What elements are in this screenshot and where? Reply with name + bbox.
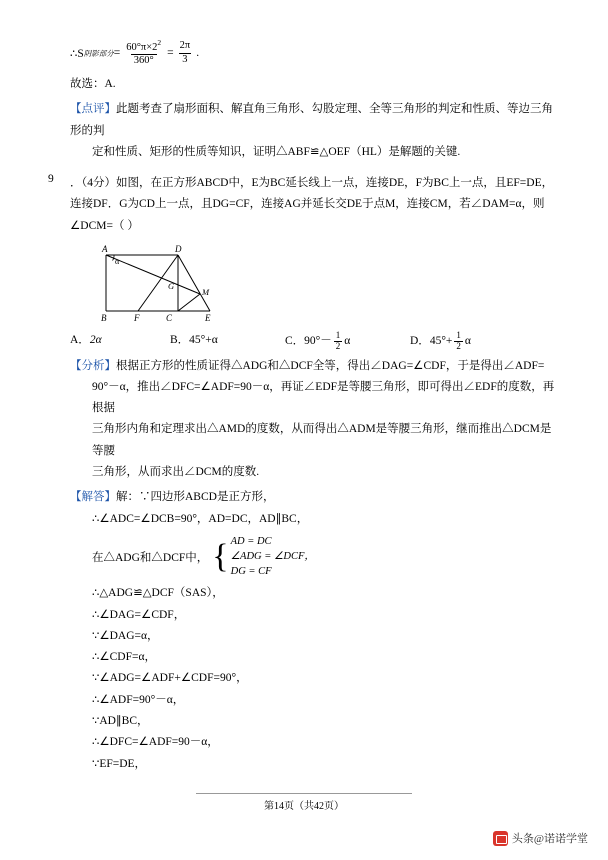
solution-line-2: ∴∠ADC=∠DCB=90°，AD=DC，AD∥BC，: [92, 512, 309, 525]
analysis-tag: 【分析】: [70, 359, 116, 372]
formula-period: .: [196, 47, 200, 59]
solution-line-8: ∵∠ADG=∠ADF+∠CDF=90°，: [92, 672, 248, 685]
choice-d-frac-den: 2: [456, 340, 461, 351]
choice-c-tail: α: [344, 334, 351, 347]
solution-line-6: ∵∠DAG=α，: [92, 629, 159, 642]
choice-c-text: 90°－: [304, 334, 332, 347]
analysis-line-4: 三角形，从而求出∠DCM的度数.: [92, 465, 260, 478]
congruence-conditions: [92, 534, 560, 580]
answer-line: 故选：A.: [70, 78, 116, 90]
formula-prefix: ∴S: [70, 48, 84, 60]
solution-tag: 【解答】: [70, 491, 116, 504]
solution-line-9: ∴∠ADF=90°－α，: [92, 693, 185, 706]
solution-line-11: ∴∠DFC=∠ADF=90－α，: [92, 736, 219, 749]
solution-line-3-prefix: 在△ADG和△DCF中，: [92, 551, 209, 564]
brace-item-3: DG = CF: [230, 566, 272, 578]
svg-text:B: B: [101, 312, 107, 323]
fraction-1-exponent: 2: [157, 37, 162, 47]
left-brace: {: [212, 538, 229, 575]
svg-text:F: F: [134, 312, 140, 323]
choice-b-key: B．: [170, 333, 190, 346]
solution-block: [70, 487, 560, 508]
analysis-line-2-row: [92, 377, 560, 420]
brace-item-list: [231, 534, 315, 580]
footer-mid: 页（共: [284, 801, 314, 812]
question-9-line-1: [70, 173, 560, 194]
solution-line-5: ∴∠DAG=∠CDF，: [92, 608, 186, 621]
brace-item-1: AD = DC: [230, 535, 272, 547]
fraction-1-numerator-text: 60°π×2: [126, 41, 158, 53]
choice-d-text: 45°+: [429, 334, 453, 347]
question-9-head: [48, 173, 560, 237]
question-9-text: [70, 173, 560, 237]
fraction-2-numerator: 2π: [179, 40, 191, 52]
analysis-line-2: 90°－α，推出∠DFC=∠ADF=90－α，再证∠EDF是等腰三角形，即可得出∠EDF的度数，再根据: [92, 380, 555, 415]
watermark: [493, 830, 588, 846]
choice-d-fraction: [454, 331, 463, 352]
analysis-line-4-row: [92, 462, 560, 483]
choice-a[interactable]: [70, 331, 170, 352]
solution-line-1: 解：∵四边形ABCD是正方形，: [116, 491, 275, 504]
analysis-line-3: 三角形内角和定理求出△AMD的度数，从而得出△ADM是等腰三角形，继而推出△DCM是等腰: [92, 423, 552, 457]
solution-line-12: ∵EF=DE，: [92, 757, 147, 770]
question-9: [48, 173, 560, 775]
comment-line-2-row: [92, 142, 560, 163]
svg-text:G: G: [168, 280, 175, 291]
comment-line-1: 此题考查了扇形面积、解直角三角形、勾股定理、全等三角形的判定和性质、等边三角形的判: [70, 103, 553, 137]
choice-c-frac-num: 1: [335, 329, 341, 340]
choice-list: [70, 331, 560, 352]
choice-c-fraction: [334, 331, 343, 352]
comment-block: [70, 99, 560, 142]
comment-tag: 【点评】: [70, 103, 116, 116]
analysis-line-1: 根据正方形的性质证得△ADG和△DCF全等，得出∠DAG=∠CDF，于是得出∠ADF=: [116, 359, 545, 372]
analysis-line-3-row: [92, 419, 560, 462]
solution-line-10: ∵AD∥BC，: [92, 715, 149, 728]
choice-a-text: 2α: [89, 333, 102, 346]
choice-d[interactable]: [410, 331, 471, 352]
geometry-figure: [92, 243, 277, 323]
footer-prefix: 第: [264, 801, 274, 812]
solution-line-4: ∴△ADG≌△DCF（SAS），: [92, 587, 224, 600]
solution-line-7: ∴∠CDF=α，: [92, 651, 157, 664]
choice-b-text: 45°+α: [189, 333, 218, 346]
question-9-score: ．（4分）: [70, 177, 116, 190]
comment-line-2: 定和性质、矩形的性质等知识，证明△ABF≌△OEF（HL）是解题的关键.: [92, 145, 461, 158]
page-footer: [0, 797, 608, 812]
svg-text:D: D: [175, 243, 182, 254]
svg-text:M: M: [202, 286, 210, 297]
question-9-line-1-text: 如图，在正方形ABCD中，E为BC延长线上一点，连接DE，F为BC上一点，且EF=DE，: [116, 177, 554, 190]
shaded-area-formula: [70, 36, 560, 70]
fraction-1: [123, 39, 164, 67]
choice-c-frac-den: 2: [335, 340, 341, 351]
question-9-line-2: 连接DF．G为CD上一点，且DG=CF，连接AG并延长交DE于点M，连接CM，若∠DAM=α，则: [70, 198, 545, 211]
fraction-2: [177, 40, 194, 65]
svg-text:A: A: [102, 243, 108, 254]
fraction-1-numerator: [123, 39, 164, 54]
footer-total-pages: 42: [314, 801, 324, 812]
footer-suffix: 页）: [324, 801, 344, 812]
watermark-text: 头条@诺诺学堂: [511, 833, 588, 845]
choice-a-key: A．: [70, 333, 90, 346]
choice-c[interactable]: [285, 331, 410, 352]
choice-d-frac-num: 1: [456, 329, 461, 340]
brace-item-2: ∠ADG = ∠DCF，: [230, 550, 315, 562]
footer-page-number: 14: [274, 801, 284, 812]
choice-d-key: D．: [410, 334, 430, 347]
footer-rule: [196, 793, 412, 794]
question-9-number: 9: [48, 173, 54, 186]
formula-equals-1: =: [113, 47, 121, 59]
formula-equals-2: =: [167, 47, 174, 59]
question-9-line-3: ∠DCM=（ ）: [70, 219, 139, 232]
svg-text:C: C: [166, 312, 173, 323]
fraction-1-denominator: 360°: [131, 54, 157, 67]
fraction-2-denominator: 3: [179, 53, 190, 66]
formula-subscript: 阴影部分: [83, 48, 114, 58]
svg-text:α: α: [115, 256, 120, 266]
analysis-block: [70, 356, 560, 377]
choice-d-tail: α: [464, 334, 471, 347]
svg-text:E: E: [205, 312, 211, 323]
choice-b[interactable]: [170, 331, 285, 352]
toutiao-logo-icon: [493, 831, 508, 846]
choice-c-key: C．: [285, 334, 305, 347]
